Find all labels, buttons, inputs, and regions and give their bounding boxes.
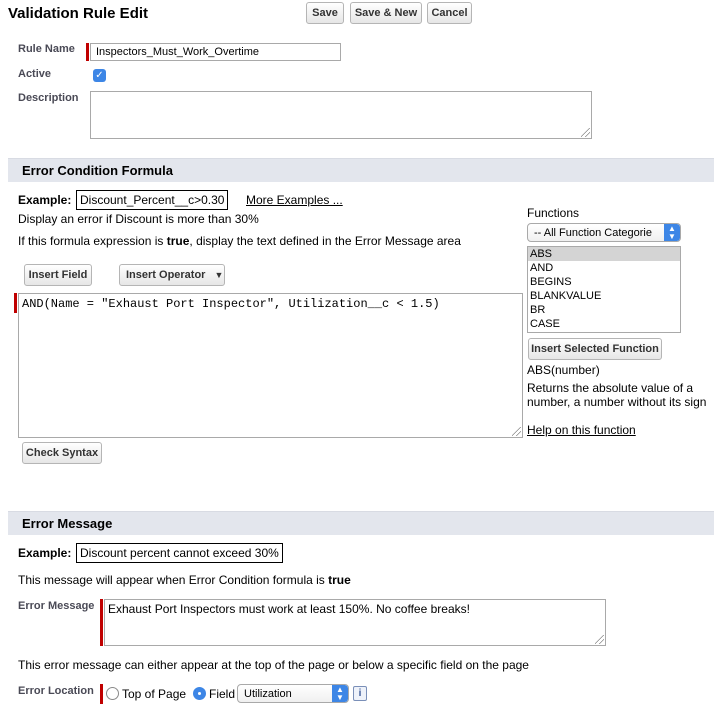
top-of-page-label[interactable]: Top of Page	[122, 687, 187, 701]
formula-instruction	[18, 234, 461, 248]
error-location-required-marker	[100, 684, 103, 704]
insert-operator-button[interactable]	[119, 264, 225, 286]
rule-name-label: Rule Name	[18, 43, 75, 55]
select-arrows-icon: ▲ ▼	[332, 685, 348, 702]
error-location-label: Error Location	[18, 685, 94, 697]
description-textarea[interactable]	[90, 91, 592, 139]
page-title: Validation Rule Edit	[8, 5, 149, 22]
select-arrows-icon: ▲ ▼	[664, 224, 680, 241]
error-message-label: Error Message	[18, 600, 95, 612]
more-examples-link[interactable]: More Examples ...	[246, 193, 343, 207]
function-signature: ABS(number)	[527, 363, 600, 377]
error-field-value: Utilization	[244, 687, 292, 700]
error-message-textarea[interactable]	[104, 599, 606, 646]
message-appear-bold: true	[328, 573, 351, 587]
top-of-page-radio[interactable]	[106, 687, 119, 700]
formula-example-label: Example:	[18, 193, 72, 207]
checkmark-icon: ✓	[95, 70, 104, 81]
function-list-item[interactable]: ABS	[528, 247, 680, 261]
resize-grip-icon[interactable]	[581, 128, 590, 137]
formula-instruction-bold: true	[166, 234, 190, 248]
field-label[interactable]: Field	[209, 687, 236, 701]
check-syntax-button[interactable]: Check Syntax	[22, 442, 102, 464]
function-list-item[interactable]: BEGINS	[530, 276, 572, 288]
function-description-line1: Returns the absolute value of a	[527, 381, 694, 395]
function-list-item[interactable]: CASE	[530, 318, 560, 330]
info-icon[interactable]: i	[353, 686, 367, 701]
insert-operator-label: Insert Operator	[126, 269, 206, 281]
formula-instruction-pre: If this formula expression is	[18, 234, 167, 248]
resize-grip-icon[interactable]	[512, 427, 521, 436]
active-checkbox[interactable]	[93, 69, 106, 82]
functions-title: Functions	[527, 206, 580, 220]
dropdown-arrow-icon: ▼	[214, 270, 224, 280]
function-category-value: -- All Function Categorie	[534, 226, 652, 239]
insert-field-button[interactable]: Insert Field	[24, 264, 92, 286]
function-help-link[interactable]: Help on this function	[527, 423, 636, 437]
resize-grip-icon[interactable]	[595, 635, 604, 644]
active-label: Active	[18, 68, 52, 80]
error-message-section-title: Error Message	[22, 516, 113, 531]
insert-selected-function-button[interactable]: Insert Selected Function	[528, 338, 662, 360]
function-list-item[interactable]: BR	[530, 304, 546, 316]
function-list[interactable]	[527, 246, 681, 333]
formula-example-value: Discount_Percent__c>0.30	[76, 190, 228, 210]
rule-name-input[interactable]: Inspectors_Must_Work_Overtime	[90, 43, 341, 61]
formula-instruction-post: , display the text defined in the Error Message area	[189, 234, 461, 248]
error-location-description: This error message can either appear at the top of the page or below a specific field on the page	[18, 658, 529, 672]
save-button[interactable]: Save	[306, 2, 344, 24]
message-example-value: Discount percent cannot exceed 30%	[76, 543, 283, 563]
description-label: Description	[18, 92, 79, 104]
formula-editor[interactable]	[18, 293, 523, 438]
formula-text: AND(Name = "Exhaust Port Inspector", Utilization__c < 1.5)	[22, 297, 440, 311]
error-message-section-header	[8, 511, 714, 535]
cancel-button[interactable]: Cancel	[427, 2, 472, 24]
function-description-line2: number, a number without its sign	[527, 395, 707, 409]
field-radio[interactable]	[193, 687, 206, 700]
rule-name-required-marker	[86, 43, 89, 61]
function-list-item[interactable]: AND	[530, 262, 554, 274]
formula-example-description: Display an error if Discount is more than 30%	[18, 212, 259, 226]
error-condition-section-header	[8, 158, 714, 182]
formula-required-marker	[14, 293, 17, 313]
function-list-item[interactable]: BLANKVALUE	[530, 290, 602, 302]
error-field-select[interactable]	[237, 684, 349, 703]
message-appear-description	[18, 573, 351, 587]
message-appear-pre: This message will appear when Error Condition formula is	[18, 573, 329, 587]
error-message-required-marker	[100, 599, 103, 646]
save-and-new-button[interactable]: Save & New	[350, 2, 422, 24]
function-category-select[interactable]	[527, 223, 681, 242]
message-example-label: Example:	[18, 546, 72, 560]
error-condition-section-title: Error Condition Formula	[22, 163, 173, 178]
error-message-text: Exhaust Port Inspectors must work at least 150%. No coffee breaks!	[108, 602, 470, 616]
